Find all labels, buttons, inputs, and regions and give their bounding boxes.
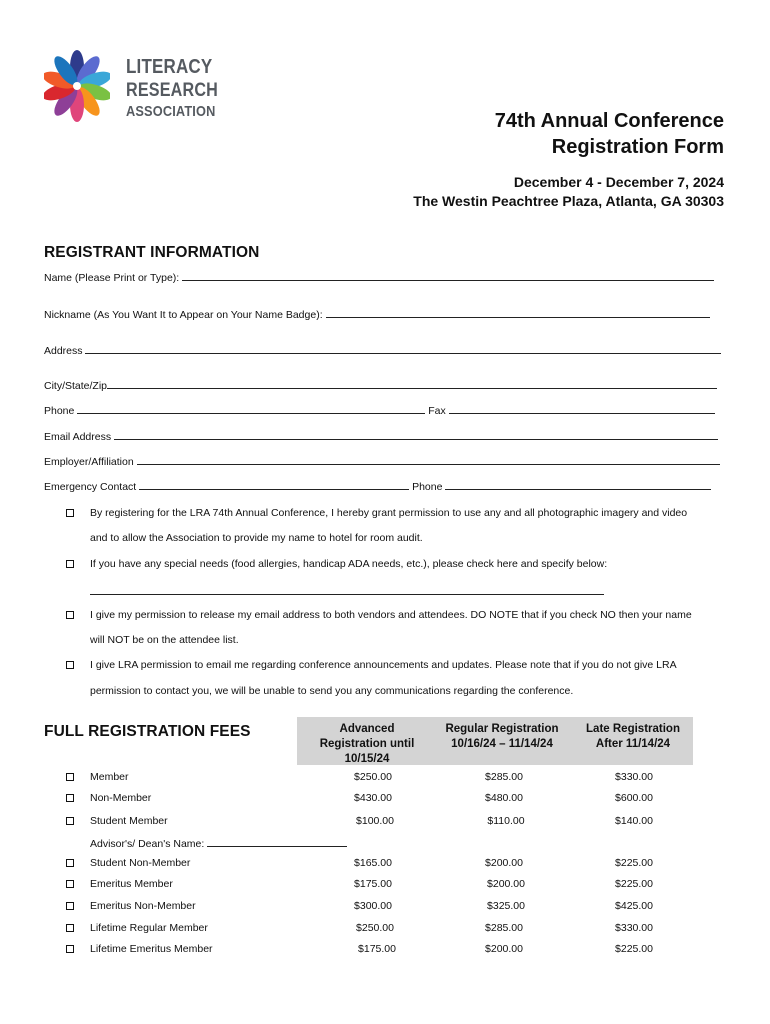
email-input-line[interactable] (114, 429, 718, 440)
lra-email-text-1: I give LRA permission to email me regarding conference announcements and updates. Please note that if you do not give LRA (90, 659, 677, 671)
lifetime-emeritus-checkbox[interactable] (66, 945, 74, 953)
fee-row-label: Emeritus Non-Member (90, 900, 196, 912)
col-regular-header (432, 722, 572, 752)
fee-advanced: $100.00 (356, 815, 394, 827)
col-advanced-header (307, 722, 427, 767)
fee-advanced: $300.00 (354, 900, 392, 912)
emeritus-non-member-checkbox[interactable] (66, 902, 74, 910)
lra-email-checkbox[interactable] (66, 661, 74, 669)
fee-regular: $480.00 (485, 792, 523, 804)
fee-late: $140.00 (615, 815, 653, 827)
logo-text-literacy: LITERACY (126, 56, 213, 78)
nickname-input-line[interactable] (326, 307, 710, 318)
fee-late: $330.00 (615, 771, 653, 783)
fee-advanced: $175.00 (354, 878, 392, 890)
name-input-line[interactable] (182, 270, 714, 281)
photo-consent-text-2: and to allow the Association to provide my name to hotel for room audit. (90, 532, 423, 544)
logo-text-research: RESEARCH (126, 80, 218, 101)
address-label: Address (44, 345, 83, 357)
student-member-checkbox[interactable] (66, 817, 74, 825)
emergency-label: Emergency Contact (44, 481, 137, 493)
nickname-field-row (44, 307, 710, 321)
conference-dates: December 4 - December 7, 2024 (513, 174, 724, 190)
col-regular-line1: Regular Registration (445, 723, 559, 735)
fee-regular: $325.00 (487, 900, 525, 912)
employer-field-row (44, 454, 720, 468)
fee-late: $425.00 (615, 900, 653, 912)
email-field-row (44, 429, 718, 443)
fee-regular: $200.00 (485, 857, 523, 869)
fee-advanced: $430.00 (354, 792, 392, 804)
col-late-header (574, 722, 692, 752)
fee-advanced: $250.00 (356, 922, 394, 934)
fee-row-label: Non-Member (90, 792, 152, 804)
advisor-field-row (90, 836, 347, 850)
col-late-line1: Late Registration (586, 723, 680, 735)
fee-row-label: Emeritus Member (90, 878, 173, 890)
lra-logo-flower-icon (44, 48, 110, 124)
photo-consent-text-1: By registering for the LRA 74th Annual Conference, I hereby grant permission to use any and all photographic imagery and video (90, 507, 688, 519)
fee-regular: $200.00 (487, 878, 525, 890)
name-field-row (44, 270, 714, 284)
special-needs-checkbox[interactable] (66, 560, 74, 568)
employer-input-line[interactable] (137, 454, 720, 465)
logo-text-association: ASSOCIATION (126, 103, 216, 120)
col-advanced-line1: Advanced (339, 723, 395, 735)
emeritus-member-checkbox[interactable] (66, 880, 74, 888)
emergency-input-line[interactable] (139, 479, 409, 490)
lifetime-regular-checkbox[interactable] (66, 924, 74, 932)
fee-row-label: Lifetime Regular Member (90, 922, 208, 934)
nickname-label: Nickname (As You Want It to Appear on Your Name Badge): (44, 309, 323, 321)
fee-regular: $110.00 (487, 815, 525, 827)
fax-input-line[interactable] (449, 403, 715, 414)
city-field-row (44, 378, 717, 392)
email-release-checkbox[interactable] (66, 611, 74, 619)
fee-advanced: $165.00 (354, 857, 392, 869)
fee-late: $225.00 (615, 857, 653, 869)
fee-row-label: Student Non-Member (90, 857, 191, 869)
phone-label: Phone (44, 405, 75, 417)
fax-label: Fax (428, 405, 446, 417)
fee-late: $600.00 (615, 792, 653, 804)
col-advanced-line2: Registration until (319, 738, 415, 750)
lra-email-text-2: permission to contact you, we will be unable to send you any communications regarding the conference. (90, 685, 574, 697)
email-release-text-1: I give my permission to release my email address to both vendors and attendees. DO NOTE that if you check NO then your name (90, 609, 692, 621)
name-label: Name (Please Print or Type): (44, 272, 180, 284)
address-field-row (44, 343, 721, 357)
emergency-phone-input-line[interactable] (445, 479, 711, 490)
fee-regular: $200.00 (485, 943, 523, 955)
member-checkbox[interactable] (66, 773, 74, 781)
page-title-line2: Registration Form (551, 136, 724, 158)
non-member-checkbox[interactable] (66, 794, 74, 802)
email-release-text-2: will NOT be on the attendee list. (90, 634, 239, 646)
photo-consent-checkbox[interactable] (66, 509, 74, 517)
address-input-line[interactable] (85, 343, 721, 354)
col-late-line2: After 11/14/24 (595, 738, 671, 750)
fees-heading: FULL REGISTRATION FEES (44, 723, 251, 740)
fee-late: $225.00 (615, 943, 653, 955)
city-label: City/State/Zip (44, 380, 108, 392)
phone-fax-row (44, 403, 715, 417)
fee-advanced: $175.00 (358, 943, 396, 955)
emergency-phone-label: Phone (412, 481, 443, 493)
special-needs-text: If you have any special needs (food allergies, handicap ADA needs, etc.), please check here and specify below: (90, 558, 608, 570)
student-non-member-checkbox[interactable] (66, 859, 74, 867)
conference-venue: The Westin Peachtree Plaza, Atlanta, GA 30303 (413, 193, 724, 209)
special-needs-input-line[interactable] (90, 594, 604, 595)
fee-row-label: Student Member (90, 815, 168, 827)
employer-label: Employer/Affiliation (44, 456, 134, 468)
col-advanced-line3: 10/15/24 (344, 753, 390, 765)
email-label: Email Address (44, 431, 112, 443)
fee-row-label: Lifetime Emeritus Member (90, 943, 213, 955)
city-input-line[interactable] (107, 378, 717, 389)
fee-row-label: Member (90, 771, 129, 783)
fee-regular: $285.00 (485, 922, 523, 934)
registrant-heading: REGISTRANT INFORMATION (44, 244, 260, 261)
fee-late: $225.00 (615, 878, 653, 890)
phone-input-line[interactable] (77, 403, 425, 414)
fee-regular: $285.00 (485, 771, 523, 783)
fee-late: $330.00 (615, 922, 653, 934)
col-regular-line2: 10/16/24 – 11/14/24 (451, 738, 553, 750)
fee-advanced: $250.00 (354, 771, 392, 783)
advisor-input-line[interactable] (207, 836, 347, 847)
page-title-line1: 74th Annual Conference (494, 110, 724, 132)
emergency-row (44, 479, 711, 493)
advisor-label: Advisor's/ Dean's Name: (90, 838, 205, 850)
